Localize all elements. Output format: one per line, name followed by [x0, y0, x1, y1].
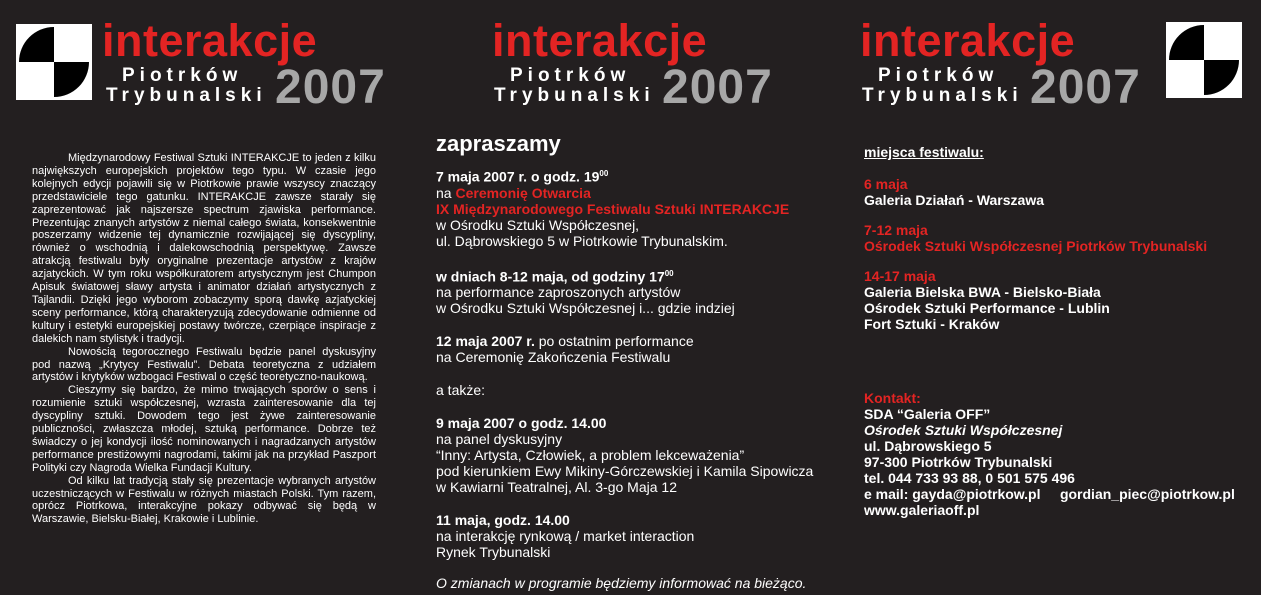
contact-block — [864, 390, 1244, 518]
quartered-circle-icon — [19, 27, 89, 97]
contact-street: ul. Dąbrowskiego 5 — [864, 438, 992, 454]
venue-3-place1: Galeria Bielska BWA - Bielsko-Biała — [864, 284, 1101, 300]
contact-heading: Kontakt: — [864, 390, 921, 406]
intro-text — [32, 152, 376, 526]
venues-heading: miejsca festiwalu: — [864, 144, 984, 160]
closing-line2: na Ceremonię Zakończenia Festiwalu — [436, 349, 671, 366]
opening-block — [436, 166, 836, 249]
festival-emblem-left — [16, 24, 92, 100]
venue-3-date: 14-17 maja — [864, 268, 936, 284]
venue-2-place: Ośrodek Sztuki Współczesnej Piotrków Trybunalski — [864, 238, 1208, 254]
opening-ceremony: Ceremonię Otwarcia — [455, 184, 591, 201]
brand-title-center: interakcje — [492, 15, 708, 66]
venue-1 — [864, 176, 1244, 208]
perf-line2: w Ośrodku Sztuki Współczesnej i... gdzie indziej — [436, 300, 735, 317]
city-line1-center: Piotrków — [510, 65, 631, 86]
intro-paragraph-3: Cieszymy się bardzo, że mimo trwających sporów o sens i rozumienie sztuki współczesnej, wzrasta zainteresowanie dla tej dyscypliny sztuki. Dowodem tego jest żywe zainteresowanie publiczności, zwłaszcza młodej, sztuką performance. Dobrze też świadczy o jej kondycji ilość nominowanych i nagradzanych artystów performance prestiżowymi nagrodami, takimi jak na przykład Paszport Polityki czy Nagroda Wielka Fundacji Kultury. — [32, 384, 376, 474]
perf-date: w dniach 8-12 maja, od godziny 17 — [436, 268, 665, 285]
intro-paragraph-4: Od kilku lat tradycją stały się prezentacje wybranych artystów uczestniczących w Festiwalu w różnych miastach Polski. Tym razem, oprócz Piotrkowa, interakcyjne pokazy odbywać się będą w Warszawie, Bielsku-Białej, Krakowie i Lublinie. — [32, 474, 376, 526]
program-heading: zapraszamy — [436, 131, 561, 156]
perf-time-sup: 00 — [664, 268, 674, 278]
contact-org2: Ośrodek Sztuki Współczesnej — [864, 422, 1063, 438]
contact-city: 97-300 Piotrków Trybunalski — [864, 454, 1053, 470]
market-line1: na interakcję rynkową / market interaction — [436, 528, 695, 545]
market-date: 11 maja, godz. 14.00 — [436, 512, 570, 529]
city-line2-right: Trybunalski — [862, 85, 1023, 106]
contact-org: SDA “Galeria OFF” — [864, 406, 991, 422]
opening-date: 7 maja 2007 r. o godz. 19 — [436, 168, 600, 185]
city-line2-center: Trybunalski — [494, 85, 655, 106]
opening-na: na — [436, 184, 456, 201]
intro-paragraph-1: Międzynarodowy Festiwal Sztuki INTERAKCJE to jeden z kilku największych europejskich projektów tego typu. W czasie jego kolejnych edycji pojawili się w Piotrkowie prawie wszyscy znaczący przedstawiciele tego gatunku. INTERAKCJE zawsze starały się zaprezentować jak najszersze spectrum zjawiska performance. Prezentując znanych artystów z niemal całego świata, konsekwentnie poszerzamy widzenie tej dynamicznie rozwijającej się dyscypliny, również o wschodnią i dalekowschodnią perspektywę. Zawsze atrakcją festiwalu były oryginalne prezentacje artystów z krajów azjatyckich. W tym roku współkuratorem artystycznym jest Chumpon Apisuk światowej sławy artysta i animator działań artystycznych z Tajlandii. Dzięki jego wyborom zobaczymy sporą dawkę azjatyckiej sceny performance, którą charakteryzują zdecydowanie odmienne od kultury i estetyki europejskiej postawy twórcze, czerpiące inspiracje z dalekich nam stylistyk i tradycji. — [32, 152, 376, 345]
opening-place1: w Ośrodku Sztuki Współczesnej, — [436, 216, 640, 233]
venue-2-date: 7-12 maja — [864, 222, 928, 238]
program-section — [436, 132, 836, 591]
quartered-circle-icon — [1169, 25, 1239, 95]
opening-place2: ul. Dąbrowskiego 5 w Piotrkowie Trybunalskim. — [436, 232, 728, 249]
closing-line1: po ostatnim performance — [534, 333, 694, 350]
venue-3 — [864, 268, 1244, 332]
brand-title-right: interakcje — [860, 15, 1076, 66]
panel-line1: na panel dyskusyjny — [436, 431, 563, 448]
venue-2 — [864, 222, 1244, 254]
perf-line1: na performance zaproszonych artystów — [436, 284, 681, 301]
panel-date: 9 maja 2007 o godz. 14.00 — [436, 415, 607, 432]
venue-3-place2: Ośrodek Sztuki Performance - Lublin — [864, 300, 1110, 316]
city-line1-right: Piotrków — [878, 65, 999, 86]
panel-block — [436, 415, 836, 495]
year-center: 2007 — [662, 61, 773, 114]
festival-emblem-right — [1166, 22, 1242, 98]
brand-title-left: interakcje — [102, 15, 318, 66]
closing-date: 12 maja 2007 r. — [436, 333, 535, 350]
city-line2-left: Trybunalski — [106, 85, 267, 106]
venues-section — [864, 144, 1244, 518]
panel-line3: pod kierunkiem Ewy Mikiny-Górczewskiej i Kamila Sipowicza — [436, 463, 814, 480]
closing-block — [436, 333, 836, 365]
market-line2: Rynek Trybunalski — [436, 544, 551, 561]
panel-line2: “Inny: Artysta, Człowiek, a problem lekceważenia” — [436, 447, 745, 464]
also-label: a także: — [436, 382, 486, 399]
program-note: O zmianach w programie będziemy informować na bieżąco. — [436, 575, 807, 592]
contact-email[interactable]: e mail: gayda@piotrkow.pl gordian_piec@piotrkow.pl — [864, 486, 1235, 502]
intro-paragraph-2: Nowością tegorocznego Festiwalu będzie panel dyskusyjny pod nazwą „Krytycy Festiwalu”. Debata teoretyczna z udziałem artystów i krytyków wzbogaci Festiwal o część teoretyczno-naukową. — [32, 345, 376, 384]
year-right: 2007 — [1030, 61, 1141, 114]
contact-www-link[interactable]: www.galeriaoff.pl — [864, 502, 980, 518]
year-left: 2007 — [275, 61, 386, 114]
contact-tel: tel. 044 733 93 88, 0 501 575 496 — [864, 470, 1075, 486]
performance-block — [436, 266, 836, 317]
market-block — [436, 512, 836, 560]
panel-line4: w Kawiarni Teatralnej, Al. 3-go Maja 12 — [436, 479, 677, 496]
opening-festival: IX Międzynarodowego Festiwalu Sztuki INTERAKCJE — [436, 200, 790, 217]
opening-time-sup: 00 — [599, 169, 609, 178]
venue-3-place3: Fort Sztuki - Kraków — [864, 316, 1000, 332]
city-line1-left: Piotrków — [122, 65, 243, 86]
venue-1-date: 6 maja — [864, 176, 908, 192]
venue-1-place: Galeria Działań - Warszawa — [864, 192, 1044, 208]
